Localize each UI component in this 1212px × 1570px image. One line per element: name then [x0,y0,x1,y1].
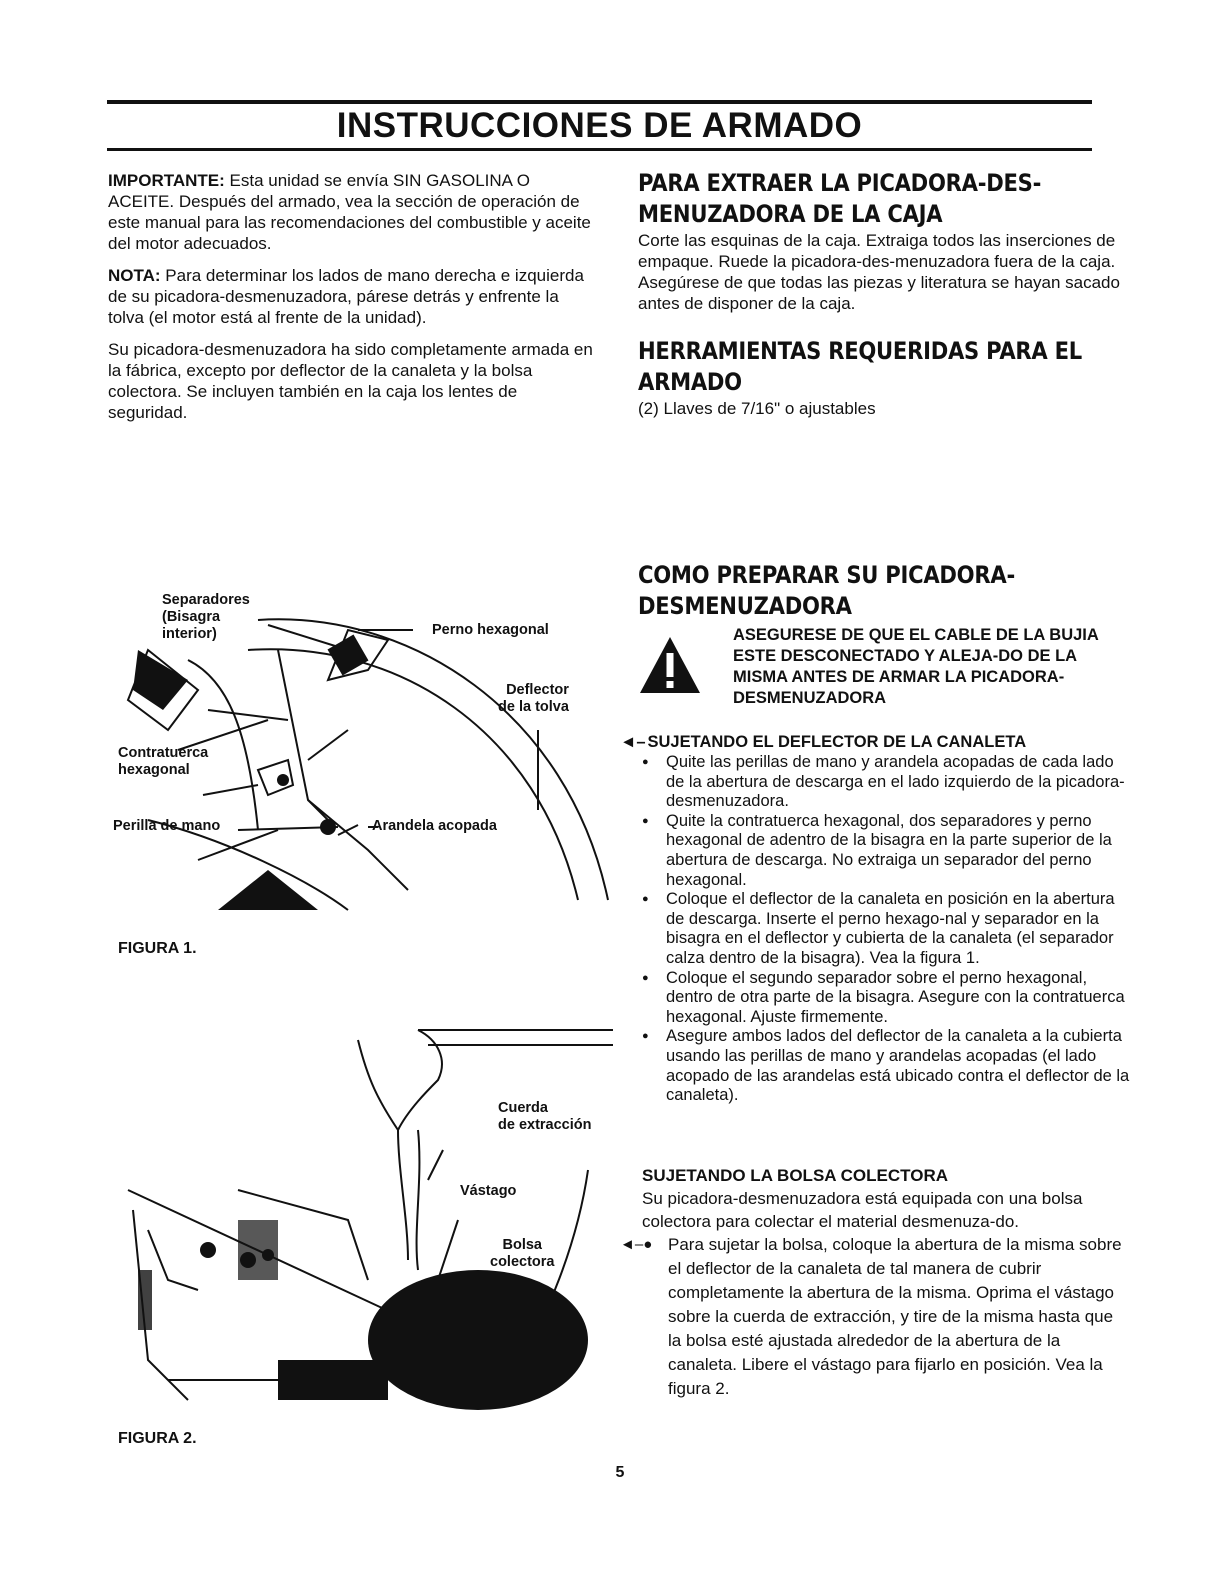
section-unbox-text: Corte las esquinas de la caja. Extraiga todos las inserciones de empaque. Ruede la picadora-des-menuzadora fuera de la caja. Asegúrese de que todas las piezas y literatura se hayan sacado antes de disponer de la caja. [638,231,1120,313]
deflector-list [620,753,1130,1106]
list-item: ● Quite las perillas de mano y arandela acopadas de cada lado de la abertura de descarga en el lado izquierdo de la picadora-desmenuzadora. [620,753,1130,812]
callout-contratuerca: Contratuerca hexagonal [118,745,209,778]
callout-arandela: Arandela acopada [372,818,497,834]
section-unbox [638,168,1128,314]
callout-separadores: Separadores (Bisagra interior) [162,592,250,642]
arrow-bullet-icon: ◄–● [620,1236,653,1253]
warning-text: ASEGURESE DE QUE EL CABLE DE LA BUJIA ESTE DESCONECTADO Y ALEJA-DO DE LA MISMA ANTES DE ARMAR LA PICADORA-DESMENUZADORA [733,626,1099,707]
callout-vastago: Vástago [460,1183,517,1199]
title-rule-bottom [107,148,1092,151]
list-item: ● Coloque el deflector de la canaleta en posición en la abertura de descarga. Inserte el perno hexago-nal y separador en la bisagra en el deflector y cubierta de la canaleta (el separador calza dentro de la bisagra). Vea la figura 1. [620,890,1130,968]
arrow-left-icon: ◄– [620,733,646,751]
figure-1-label: FIGURA 1. [118,940,197,957]
list-item: ● Coloque el segundo separador sobre el perno hexagonal, dentro de otra parte de la bisagra. Asegure con la contratuerca hexagonal. Ajuste firmemente. [620,969,1130,1028]
bag-intro-text: Su picadora-desmenuzadora está equipada con una bolsa colectora para colectar el material desmenuza-do. [642,1189,1083,1231]
important-lead: IMPORTANTE: [108,171,225,190]
page-title: INSTRUCCIONES DE ARMADO [336,106,863,145]
bag-bullet [620,1233,1130,1401]
section-prepare-title: COMO PREPARAR SU PICADORA-DESMENUZADORA [638,561,1015,620]
right-column [638,168,1128,441]
warning-block [638,625,1128,717]
section-tools [638,336,1128,419]
callout-perno: Perno hexagonal [432,622,549,638]
section-tools-text: (2) Llaves de 7/16" o ajustables [638,399,876,418]
section-tools-title: HERRAMIENTAS REQUERIDAS PARA EL ARMADO [638,337,1082,396]
callout-bolsa: Bolsa colectora [490,1237,555,1270]
important-paragraph [108,170,593,254]
list-item: ● Asegure ambos lados del deflector de la canaleta a la cubierta usando las perillas de mano y arandelas acopadas (el lado acopado de las arandelas está ubicado contra el deflector de la canaleta). [620,1027,1130,1105]
note-paragraph [108,265,593,328]
bag-subtitle: SUJETANDO LA BOLSA COLECTORA [642,1166,949,1185]
list-item: ● Quite la contratuerca hexagonal, dos separadores y perno hexagonal de adentro de la bisagra en la parte superior de la abertura de descarga. No extraiga un separador del perno hexagonal. [620,812,1130,890]
figure-2-illustration [108,1020,618,1420]
deflector-steps [620,732,1130,1106]
section-prepare [638,560,1198,622]
callout-deflector: Deflector de la tolva [498,682,569,715]
important-text: Esta unidad se envía SIN GASOLINA O ACEITE. Después del armado, vea la sección de operación de este manual para las recomendaciones del combustible y aceite del motor adecuados. [108,171,591,253]
note-lead: NOTA: [108,266,161,285]
callout-perilla: Perilla de mano [113,818,221,834]
figure-2-label: FIGURA 2. [118,1430,197,1447]
page-number: 5 [615,1464,625,1481]
bag-steps [620,1164,1130,1401]
assembly-paragraph: Su picadora-desmenuzadora ha sido completamente armada en la fábrica, excepto por deflector de la canaleta y la bolsa colectora. Se incluyen también en la caja los lentes de seguridad. [108,340,593,422]
section-unbox-title: PARA EXTRAER LA PICADORA-DES-MENUZADORA DE LA CAJA [638,169,1042,228]
deflector-subtitle [620,732,1130,753]
warning-triangle-icon [638,635,702,695]
bag-bullet-text: Para sujetar la bolsa, coloque la abertura de la misma sobre el deflector de la canaleta de tal manera de cubrir completamente la abertura de la misma. Oprima el vástago sobre la cuerda de extracción, y tire de la misma hasta que la bolsa esté ajustada alrededor de la abertura de la canaleta. Libere el vástago para fijarlo en posición. Vea la figura 2. [668,1235,1122,1398]
callout-cuerda: Cuerda de extracción [498,1100,592,1133]
deflector-subtitle-text: SUJETANDO EL DEFLECTOR DE LA CANALETA [647,733,1027,751]
note-text: Para determinar los lados de mano derecha e izquierda de su picadora-desmenuzadora, párese detrás y enfrente la tolva (el motor está al frente de la unidad). [108,266,584,327]
left-column [108,170,593,434]
